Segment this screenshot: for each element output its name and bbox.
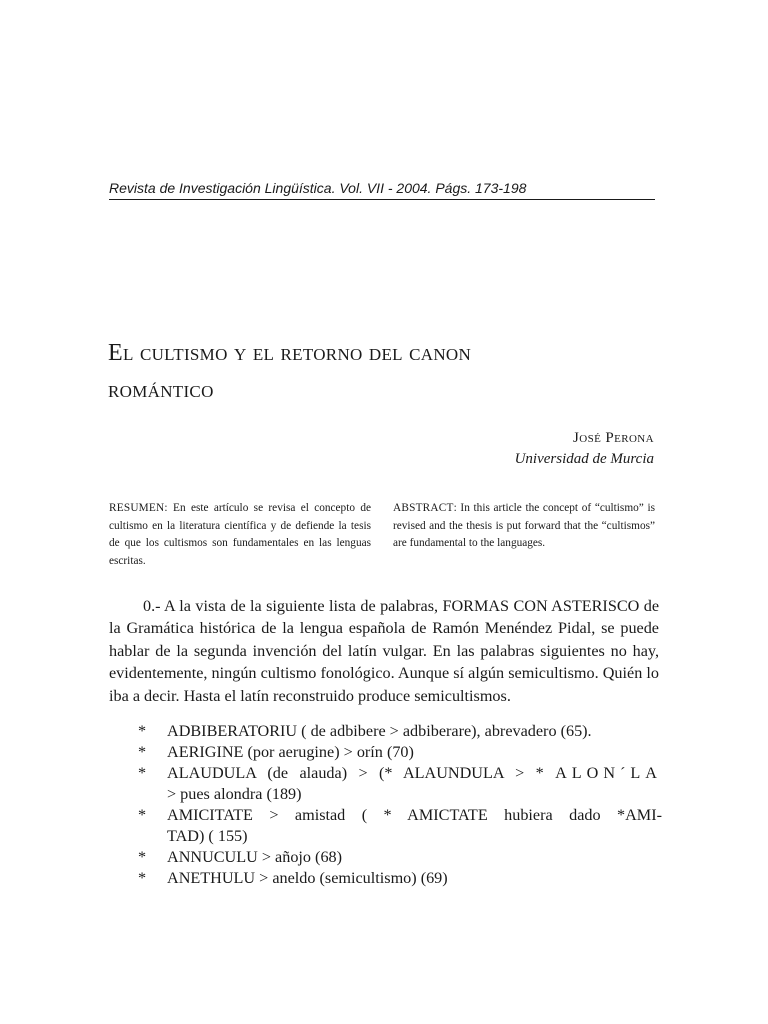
list-item: [138, 805, 662, 847]
list-item: [138, 763, 662, 805]
list-item-text: ADBIBERATORIU ( de adbibere > adbiberare), abrevadero (65).: [167, 722, 592, 740]
author-block: [515, 428, 654, 470]
resumen-label: RESUMEN:: [109, 502, 168, 514]
bullet-asterisk: *: [138, 806, 147, 824]
list-item-text: ANNUCULU > añojo (68): [167, 848, 343, 866]
article-title: [108, 335, 668, 409]
journal-header: Revista de Investigación Lingüística. Vol. VII - 2004. Págs. 173-198: [109, 180, 655, 200]
bullet-asterisk: *: [138, 764, 147, 782]
article-title-line-1: El cultismo y el retorno del canon: [108, 340, 472, 366]
list-item-spaced-text: ALON´LA: [555, 764, 662, 782]
body-paragraph: [109, 595, 659, 707]
abstract-text: : In this article the concept of “cultismo” is revised and the thesis is put forward that the “cultismos” are fundamental to the languages.: [393, 502, 655, 549]
list-item-continuation: > pues alondra (189): [167, 785, 302, 803]
list-item-text: AERIGINE (por aerugine) > orín (70): [167, 743, 414, 761]
list-item: [138, 742, 662, 763]
list-item-text: ALAUDULA (de alauda) > (* ALAUNDULA > *: [167, 764, 556, 782]
bullet-asterisk: *: [138, 848, 147, 866]
list-item: [138, 721, 662, 742]
bullet-asterisk: *: [138, 743, 147, 761]
bullet-asterisk: *: [138, 722, 147, 740]
resumen-text: En este artículo se revisa el concepto de cultismo en la literatura científica y de defiende la tesis de que los cultismos son fundamentales en las lenguas escritas.: [109, 502, 371, 567]
bullet-asterisk: *: [138, 869, 147, 887]
body-paragraph-text: 0.- A la vista de la siguiente lista de palabras, FORMAS CON ASTERISCO de la Gramática histórica de la lengua española de Ramón Menéndez Pidal, se puede hablar de la segunda invención del latín vulgar. En las palabras siguientes no hay, evidentemente, ningún cultismo fonológico. Aunque sí algún semicultismo. Quién lo iba a decir. Hasta el latín reconstruido produce semicultismos.: [109, 597, 659, 705]
abstract-block: [393, 500, 655, 553]
list-item-text: ANETHULU > aneldo (semicultismo) (69): [167, 869, 448, 887]
author-affiliation: Universidad de Murcia: [514, 451, 654, 467]
abstract-label: ABSTRACT: [393, 502, 454, 514]
word-list: [138, 721, 662, 889]
list-item: [138, 868, 662, 889]
list-item-text: AMICITATE > amistad ( * AMICTATE hubiera dado *AMI-: [167, 806, 662, 824]
article-title-line-2: romántico: [108, 377, 214, 403]
author-name: José Perona: [573, 430, 654, 446]
list-item-line: [167, 763, 662, 784]
list-item-continuation: TAD) ( 155): [167, 827, 248, 845]
list-item: [138, 847, 662, 868]
resumen-block: [109, 500, 371, 570]
